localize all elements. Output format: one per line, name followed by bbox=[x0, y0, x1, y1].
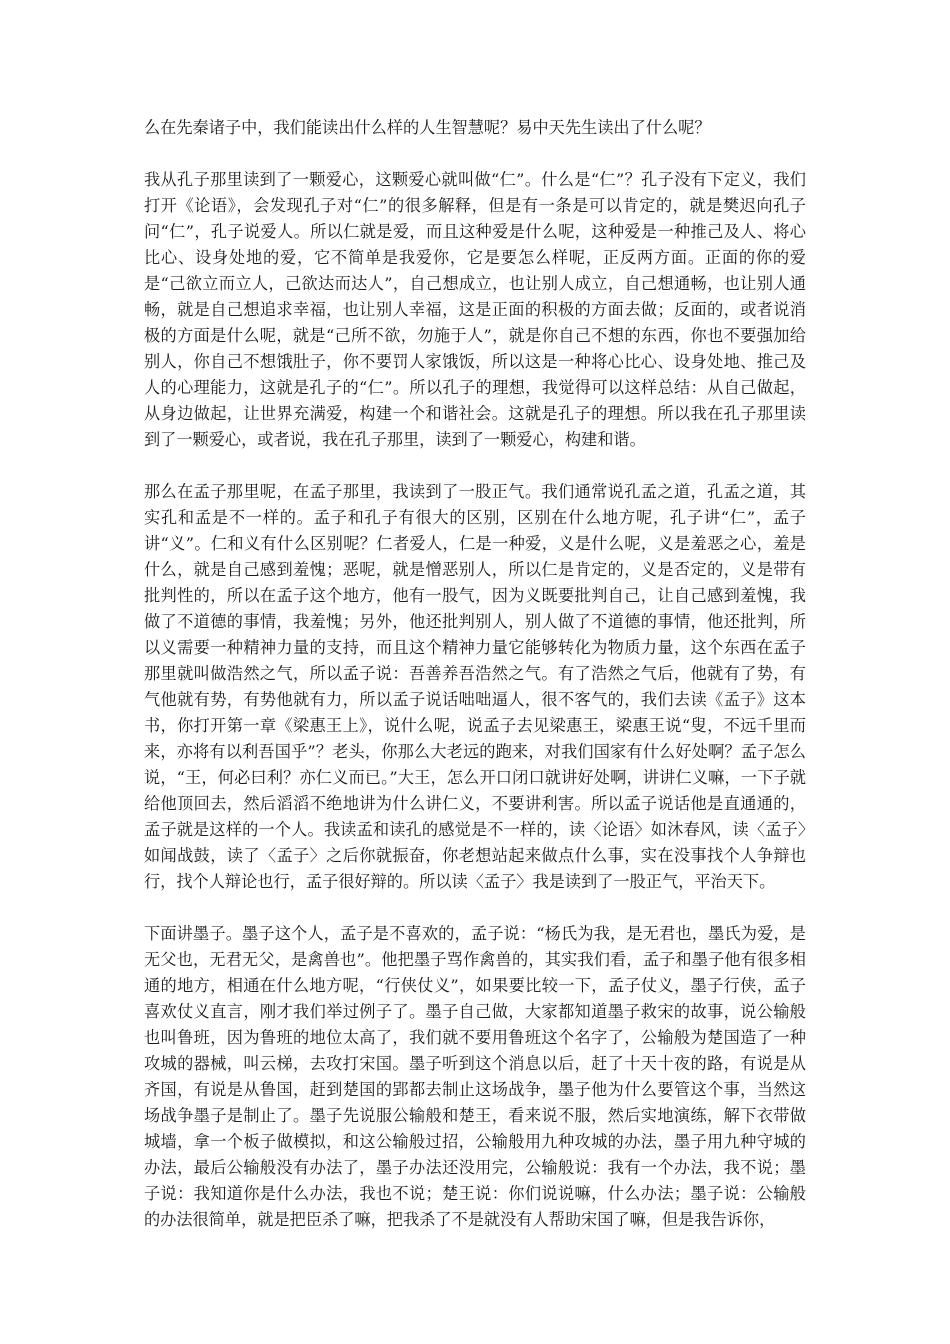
paragraph-mencius: 那么在孟子那里呢，在孟子那里，我读到了一股正气。我们通常说孔孟之道，孔孟之道，其实孔和孟是不一样的。孟子和孔子有很大的区别，区别在什么地方呢，孔子讲“仁”，孟子讲“义”。仁和义有什么区别呢？仁者爱人，仁是一种爱，义是什么呢，义是羞恶之心，羞是什么，就是自己感到羞愧；恶呢，就是憎恶别人，所以仁是肯定的，义是否定的，义是带有批判性的，所以在孟子这个地方，他有一股气，因为义既要批判自己，让自己感到羞愧，我做了不道德的事情，我羞愧；另外，他还批判别人，别人做了不道德的事情，他还批判，所以义需要一种精神力量的支持，而且这个精神力量它能够转化为物质力量，这个东西在孟子那里就叫做浩然之气，所以孟子说：吾善养吾浩然之气。有了浩然之气后，他就有了势，有气他就有势，有势他就有力，所以孟子说话咄咄逼人，很不客气的，我们去读《孟子》这本书，你打开第一章《梁惠王上》，说什么呢，说孟子去见梁惠王，梁惠王说“叟，不远千里而来，亦将有以利吾国乎”？老头，你那么大老远的跑来，对我们国家有什么好处啊？孟子怎么说，“王，何必曰利？亦仁义而已。”大王，怎么开口闭口就讲好处啊，讲讲仁义嘛，一下子就给他顶回去，然后滔滔不绝地讲为什么讲仁义，不要讲利害。所以孟子说话他是直通通的，孟子就是这样的一个人。我读孟和读孔的感觉是不一样的，读〈论语〉如沐春风，读〈孟子〉如闻战鼓，读了〈孟子〉之后你就振奋，你老想站起来做点什么事，实在没事找个人争辩也行，找个人辩论也行，孟子很好辩的。所以读〈孟子〉我是读到了一股正气，平治天下。 bbox=[144, 482, 806, 891]
paragraph-spacer bbox=[144, 453, 806, 479]
paragraph-mozi: 下面讲墨子。墨子这个人，孟子是不喜欢的，孟子说：“杨氏为我，是无君也，墨氏为爱，是无父也，无君无父，是禽兽也”。他把墨子骂作禽兽的，其实我们看，孟子和墨子他有很多相通的地方，相通在什么地方呢，“行侠仗义”，如果要比较一下，孟子仗义，墨子行侠，孟子喜欢仗义直言，刚才我们举过例子了。墨子自己做，大家都知道墨子救宋的故事，说公输般也叫鲁班，因为鲁班的地位太高了，我们就不要用鲁班这个名字了，公输般为楚国造了一种攻城的器械，叫云梯，去攻打宋国。墨子听到这个消息以后，赶了十天十夜的路，有说是从齐国，有说是从鲁国，赶到楚国的郢都去制止这场战争，墨子他为什么要管这个事，当然这场战争墨子是制止了。墨子先说服公输般和楚王，看来说不服，然后实地演练，解下衣带做城墙，拿一个板子做模拟，和这公输般过招，公输般用九种攻城的办法，墨子用九种守城的办法，最后公输般没有办法了，墨子办法还没用完，公输般说：我有一个办法，我不说；墨子说：我知道你是什么办法，我也不说；楚王说：你们说说嘛，什么办法；墨子说：公输般的办法很简单，就是把臣杀了嘛，把我杀了不是就没有人帮助宋国了嘛，但是我告诉你， bbox=[144, 924, 806, 1229]
document-page bbox=[144, 115, 806, 1233]
paragraph-intro: 么在先秦诸子中，我们能读出什么样的人生智慧呢？易中天先生读出了什么呢？ bbox=[144, 118, 711, 137]
paragraph-confucius: 我从孔子那里读到了一颗爱心，这颗爱心就叫做“仁”。什么是“仁”？孔子没有下定义，我们打开《论语》，会发现孔子对“仁”的很多解释，但是有一条是可以肯定的，就是樊迟向孔子问“仁”，孔子说爱人。所以仁就是爱，而且这种爱是什么呢，这种爱是一种推己及人、将心比心、设身处地的爱，它不简单是我爱你，它是要怎么样呢，正反两方面。正面的你的爱是“己欲立而立人，己欲达而达人”，自己想成立，也让别人成立，自己想通畅，也让别人通畅，就是自己想追求幸福，也让别人幸福，这是正面的积极的方面去做；反面的，或者说消极的方面是什么呢，就是“己所不欲，勿施于人”，就是你自己不想的东西，你也不要强加给别人，你自己不想饿肚子，你不要罚人家饿饭，所以这是一种将心比心、设身处地、推己及人的心理能力，这就是孔子的“仁”。所以孔子的理想，我觉得可以这样总结：从自己做起，从身边做起，让世界充满爱，构建一个和谐社会。这就是孔子的理想。所以我在孔子那里读到了一颗爱心，或者说，我在孔子那里，读到了一颗爱心，构建和谐。 bbox=[144, 170, 806, 449]
paragraph-spacer bbox=[144, 895, 806, 921]
paragraph-spacer bbox=[144, 141, 806, 167]
